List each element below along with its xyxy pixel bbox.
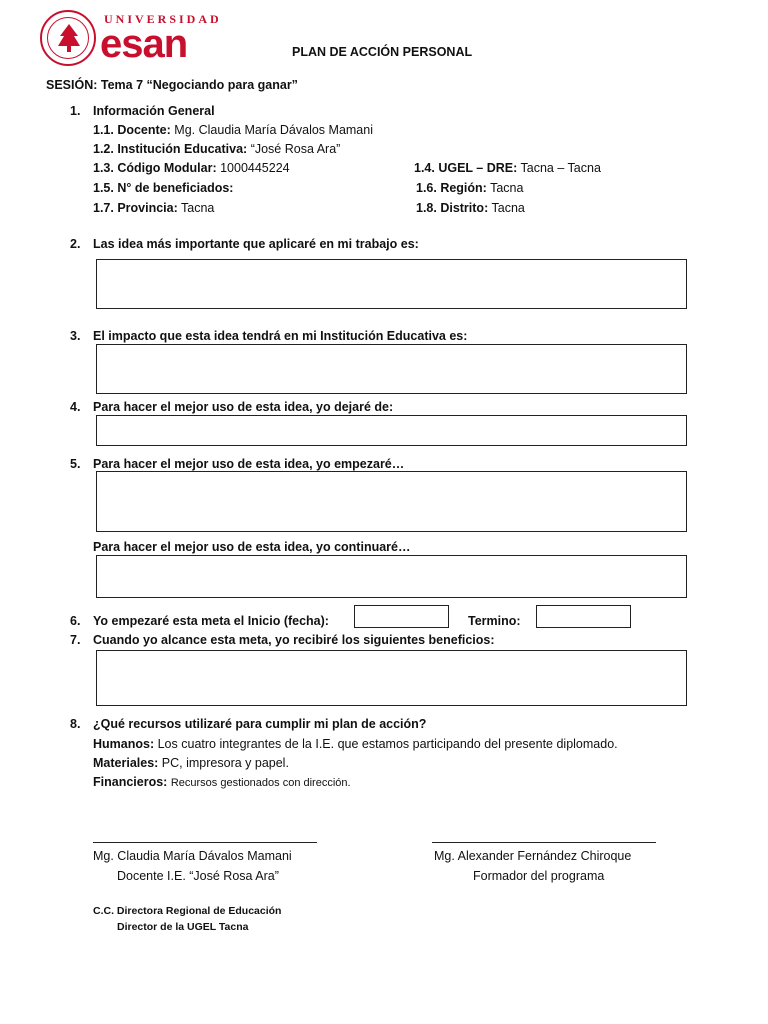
ugel-row: 1.4. UGEL – DRE: Tacna – Tacna xyxy=(414,161,601,175)
left-signer-name: Mg. Claudia María Dávalos Mamani xyxy=(93,849,292,863)
start-doing-field[interactable] xyxy=(96,471,687,532)
session-line xyxy=(46,78,298,92)
cc-line-2: Director de la UGEL Tacna xyxy=(117,921,249,933)
distrito-row: 1.8. Distrito: Tacna xyxy=(416,201,525,215)
financieros-value: Recursos gestionados con dirección. xyxy=(170,777,351,789)
ugel-value: Tacna – Tacna xyxy=(520,161,601,175)
start-date-field[interactable] xyxy=(354,605,449,628)
section-2-prompt: Las idea más importante que aplicaré en mi trabajo es: xyxy=(93,237,419,251)
provincia-row: 1.7. Provincia: Tacna xyxy=(93,201,215,215)
right-signer-role: Formador del programa xyxy=(473,869,605,883)
university-seal-icon xyxy=(40,10,96,66)
section-8-number: 8. xyxy=(70,717,81,731)
section-6-prompt: Yo empezaré esta meta el Inicio (fecha): xyxy=(93,614,329,628)
section-7-prompt: Cuando yo alcance esta meta, yo recibiré los siguientes beneficios: xyxy=(93,633,495,647)
right-signer-name: Mg. Alexander Fernández Chiroque xyxy=(434,849,632,863)
section-7-number: 7. xyxy=(70,633,81,647)
section-3-number: 3. xyxy=(70,329,81,343)
section-4-number: 4. xyxy=(70,400,81,414)
end-date-field[interactable] xyxy=(536,605,631,628)
ie-row: 1.2. Institución Educativa: “José Rosa Ara” xyxy=(93,142,341,156)
codigo-row: 1.3. Código Modular: 1000445224 xyxy=(93,161,290,175)
financieros-row: Financieros: Recursos gestionados con dirección. xyxy=(93,775,351,789)
session-label: SESIÓN: xyxy=(46,78,98,92)
benefits-field[interactable] xyxy=(96,650,687,706)
beneficiados-row: 1.5. N° de beneficiados: xyxy=(93,181,234,195)
humanos-value: Los cuatro integrantes de la I.E. que estamos participando del presente diplomado. xyxy=(157,737,618,751)
materiales-row: Materiales: PC, impresora y papel. xyxy=(93,756,289,770)
end-date-label: Termino: xyxy=(468,614,521,628)
docente-value: Mg. Claudia María Dávalos Mamani xyxy=(174,123,373,137)
right-signature-line xyxy=(432,842,656,843)
continue-doing-field[interactable] xyxy=(96,555,687,598)
impact-field[interactable] xyxy=(96,344,687,394)
humanos-row: Humanos: Los cuatro integrantes de la I.E. que estamos participando del presente diplomado. xyxy=(93,737,618,751)
section-5-continue-prompt: Para hacer el mejor uso de esta idea, yo continuaré… xyxy=(93,540,411,554)
codigo-value: 1000445224 xyxy=(220,161,290,175)
logo-esan-text: esan xyxy=(100,22,188,66)
section-5-number: 5. xyxy=(70,457,81,471)
section-8-prompt: ¿Qué recursos utilizaré para cumplir mi plan de acción? xyxy=(93,717,427,731)
ie-value: “José Rosa Ara” xyxy=(250,142,341,156)
distrito-value: Tacna xyxy=(491,201,525,215)
page-title: PLAN DE ACCIÓN PERSONAL xyxy=(292,45,473,59)
materiales-value: PC, impresora y papel. xyxy=(161,756,289,770)
section-6-number: 6. xyxy=(70,614,81,628)
logo-university-text: UNIVERSIDAD xyxy=(104,12,222,26)
section-3-prompt: El impacto que esta idea tendrá en mi Institución Educativa es: xyxy=(93,329,468,343)
docente-row: 1.1. Docente: Mg. Claudia María Dávalos Mamani xyxy=(93,123,373,137)
left-signer-role: Docente I.E. “José Rosa Ara” xyxy=(117,869,279,883)
section-1-number: 1. xyxy=(70,104,81,118)
section-2-number: 2. xyxy=(70,237,81,251)
session-value: Tema 7 “Negociando para ganar” xyxy=(100,78,298,92)
section-5-prompt: Para hacer el mejor uso de esta idea, yo empezaré… xyxy=(93,457,405,471)
section-4-prompt: Para hacer el mejor uso de esta idea, yo dejaré de: xyxy=(93,400,394,414)
section-1-title: Información General xyxy=(93,104,215,118)
cc-line-1: C.C. Directora Regional de Educación xyxy=(93,905,282,917)
region-value: Tacna xyxy=(490,181,524,195)
left-signature-line xyxy=(93,842,317,843)
provincia-value: Tacna xyxy=(181,201,215,215)
region-row: 1.6. Región: Tacna xyxy=(416,181,524,195)
main-idea-field[interactable] xyxy=(96,259,687,309)
stop-doing-field[interactable] xyxy=(96,415,687,446)
